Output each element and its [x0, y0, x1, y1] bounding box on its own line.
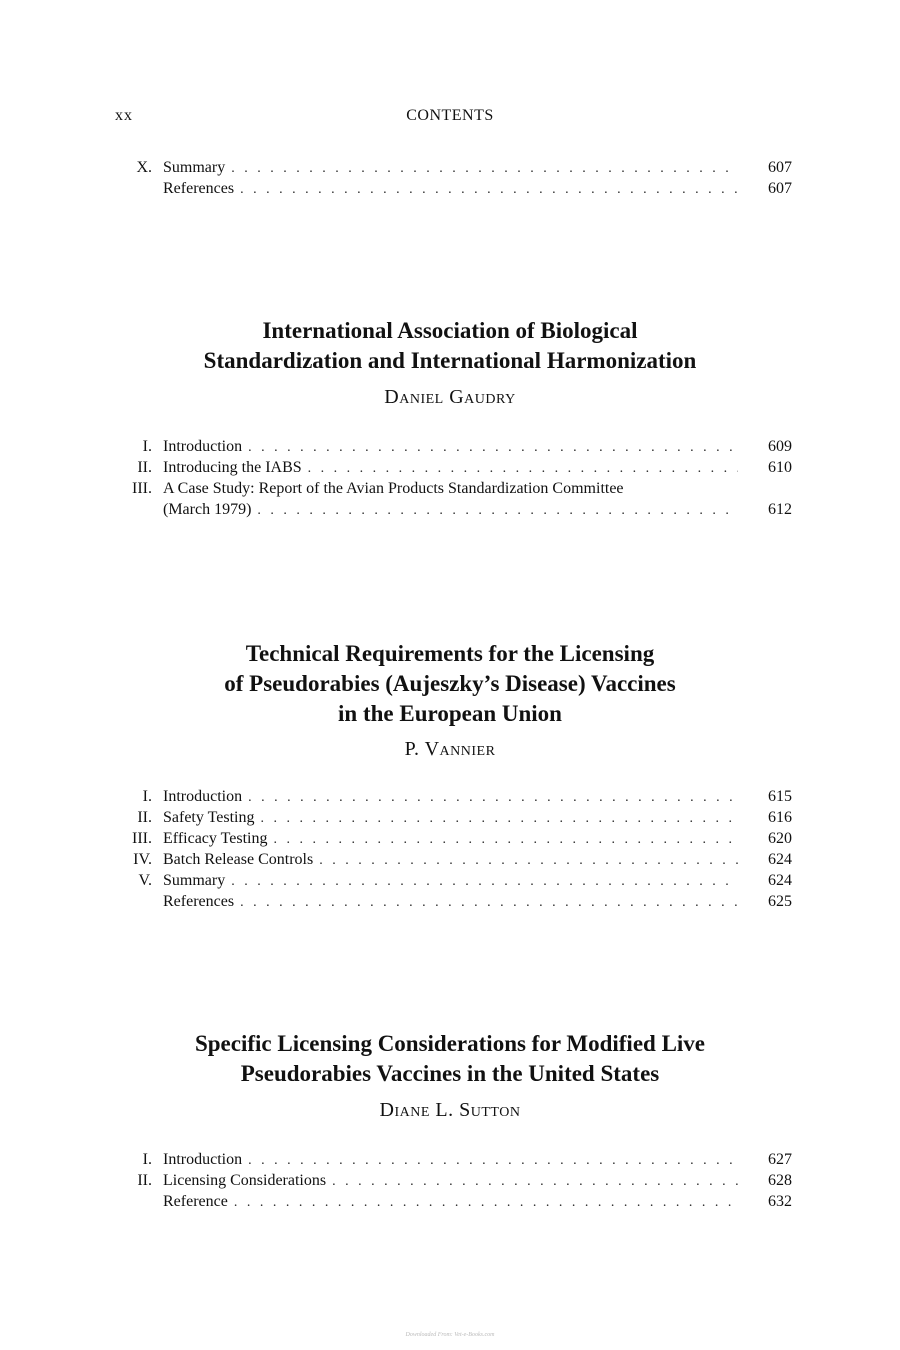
toc-entry: [112, 178, 792, 199]
entry-title: Safety Testing: [163, 809, 255, 826]
toc-entry: III. Efficacy Testing . . . 620: [112, 828, 792, 849]
entry-page: 607: [768, 159, 792, 176]
entry-title: Batch Release Controls: [163, 851, 314, 868]
entry-title: (March 1979): [163, 501, 252, 518]
entry-title: Introduction: [163, 438, 243, 455]
chapter-author: Diane L. Sutton: [379, 1099, 521, 1121]
chapter-title: Technical Requirements for the Licensing of Pseudorabies (Aujeszky’s Disease) Vaccines in the European Union: [224, 641, 676, 726]
watermark: Downloaded From: Vet-e-Books.com: [405, 1332, 495, 1338]
entry-page: 632: [768, 1193, 792, 1210]
toc-entry: I. Introduction . . . 609: [112, 436, 792, 457]
toc-entry: V. Summary . . . 624: [112, 870, 792, 891]
entry-page: 612: [768, 501, 792, 518]
page-folio: xx: [115, 107, 133, 124]
toc-entry: [112, 1191, 792, 1212]
entry-page: 624: [768, 851, 792, 868]
chapter-author: P. Vannier: [404, 738, 496, 760]
entry-page: 627: [768, 1151, 792, 1168]
entry-title: Licensing Considerations: [163, 1172, 327, 1189]
toc-entry: III. A Case Study: Report of the Avian Products Standardization Committee (March 1979) . . . 612: [112, 478, 792, 520]
entry-page: 616: [768, 809, 792, 826]
entry-title: Efficacy Testing: [163, 830, 268, 847]
entry-title: References: [163, 180, 235, 197]
toc-list: [112, 786, 792, 912]
toc-entry: I. Introduction . . . 627: [112, 1149, 792, 1170]
toc-entry: X. Summary . . . 607: [112, 157, 792, 178]
running-title: CONTENTS: [406, 107, 494, 124]
entry-page: 625: [768, 893, 792, 910]
toc-list-continued: [112, 157, 792, 199]
entry-title-line1: A Case Study: Report of the Avian Products Standardization Committee: [163, 480, 624, 497]
running-head: [0, 107, 900, 129]
entry-page: 615: [768, 788, 792, 805]
chapter-title: Specific Licensing Considerations for Modified Live Pseudorabies Vaccines in the United States: [194, 1031, 706, 1086]
entry-title: Reference: [163, 1193, 228, 1210]
chapter-author: Daniel Gaudry: [384, 386, 516, 408]
toc-entry: I. Introduction . . . 615: [112, 786, 792, 807]
toc-entry: II. Safety Testing . . . 616: [112, 807, 792, 828]
entry-page: 607: [768, 180, 792, 197]
entry-title: Introducing the IABS: [163, 459, 302, 476]
toc-entry: II. Licensing Considerations . . . 628: [112, 1170, 792, 1191]
toc-list: [112, 436, 792, 520]
toc-list: [112, 1149, 792, 1212]
toc-entry: II. Introducing the IABS . . . 610: [112, 457, 792, 478]
entry-page: 610: [768, 459, 792, 476]
entry-page: 624: [768, 872, 792, 889]
entry-page: 628: [768, 1172, 792, 1189]
toc-entry: [112, 891, 792, 912]
entry-title: References: [163, 893, 235, 910]
chapter-title: International Association of Biological Standardization and International Harmonization: [203, 318, 697, 373]
entry-title: Introduction: [163, 788, 243, 805]
entry-page: 609: [768, 438, 792, 455]
toc-entry: IV. Batch Release Controls . . . 624: [112, 849, 792, 870]
entry-page: 620: [768, 830, 792, 847]
entry-title: Summary: [163, 872, 226, 889]
entry-title: Summary: [163, 159, 226, 176]
entry-title: Introduction: [163, 1151, 243, 1168]
